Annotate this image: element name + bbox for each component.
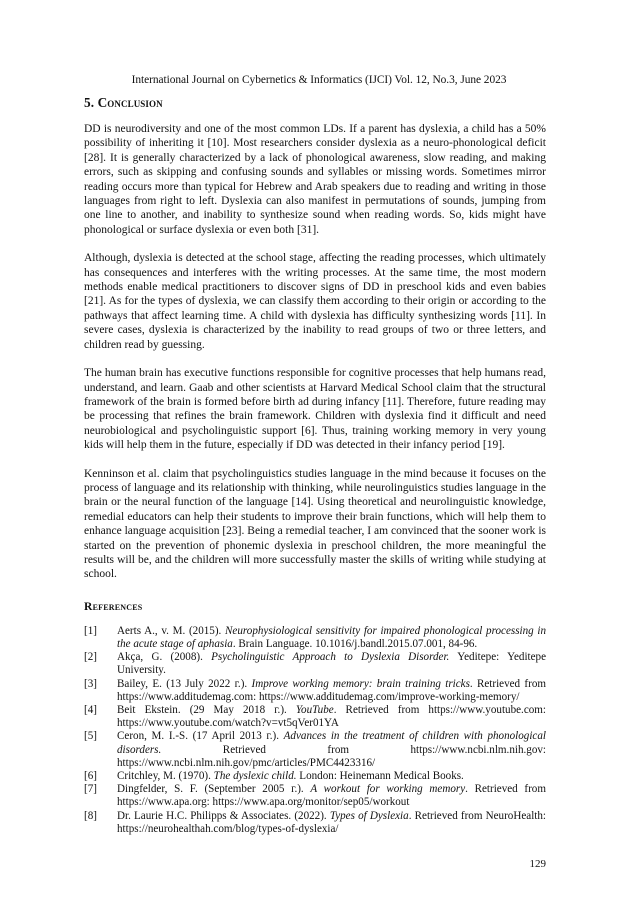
running-header: International Journal on Cybernetics & Informatics (IJCI) Vol. 12, No.3, June 2023 [131, 74, 507, 86]
reference-number: [2] [84, 651, 97, 664]
references-title: References [84, 599, 143, 613]
reference-text: Beit Ekstein. (29 May 2018 г.). YouTube. Retrieved from https://www.youtube.com: https://www.youtube.com/watch?v=vt5qVer01YA [117, 704, 547, 730]
reference-text: Aerts A., v. M. (2015). Neurophysiological sensitivity for impaired phonological processing in the acute stage of aphasia. Brain Language. 10.1016/j.bandl.2015.07.001, 84-96. [117, 624, 546, 650]
reference-item [84, 678, 546, 704]
reference-item [84, 704, 546, 730]
paragraph-4: Kenninson et al. claim that psycholinguistics studies language in the mind because it focuses on the process of language and its relationship with thinking, while neurolinguistics studies language in the brain or the neural function of the language [14]. Using theoretical and neurolinguistic knowledge, remedial educators can help their students to improve their brain functions, which will help them to enhance language acquisition [23]. Being a remedial teacher, I am convinced that the sooner work is started on the prevention of phonemic dyslexia in preschool children, the more meaningful the results will be, and the children will more successfully master the skills of writing while studying at school. [84, 467, 546, 581]
reference-text: Akça, G. (2008). Psycholinguistic Approach to Dyslexia Disorder. Yeditepe: Yeditepe University. [117, 651, 547, 677]
paragraph-1: DD is neurodiversity and one of the most common LDs. If a parent has dyslexia, a child has a 50% possibility of inheriting it [10]. Most researchers consider dyslexia as a neuro-phonological deficit [28]. It is generally characterized by a lack of phonological awareness, slow reading, and making errors, such as skipping and confusing sounds and syllables or missing words. Sometimes mirror reading occurs more than typical for Hebrew and Arab speakers due to reading and writing in those languages from right to left. Dyslexia can also manifest in permutations of sounds, jumping from one line to another, and inability to synthesize sound when reading words. So, kids might have phonological or surface dyslexia or even both [31]. [84, 123, 546, 236]
reference-item [84, 730, 546, 770]
reference-text: Dingfelder, S. F. (September 2005 г.). A workout for working memory. Retrieved from https://www.apa.org: https://www.apa.org/monitor/sep05/workout [117, 783, 546, 809]
reference-text: Critchley, M. (1970). The dyslexic child. London: Heinemann Medical Books. [117, 770, 464, 783]
reference-number: [1] [84, 624, 97, 637]
reference-item [84, 651, 546, 677]
page-number: 129 [529, 858, 546, 870]
reference-item [84, 625, 546, 651]
paragraph-2: Although, dyslexia is detected at the school stage, affecting the reading processes, which ultimately has consequences and interferes with the writing processes. At the same time, the most modern methods enable medical practitioners to discover signs of DD in preschool kids and even babies [21]. As for the types of dyslexia, we can classify them according to their origin or according to the pathways that affect learning time. A child with dyslexia has difficulty synthesizing words [11]. In severe cases, dyslexia is characterized by the inability to read groups of two or three letters, and children read by guessing. [84, 252, 546, 351]
reference-text: Dr. Laurie H.C. Philipps & Associates. (2022). Types of Dyslexia. Retrieved from NeuroHealth: https://neurohealthah.com/blog/types-of-dyslexia/ [117, 809, 547, 835]
paragraph-3: The human brain has executive functions responsible for cognitive processes that help humans read, understand, and learn. Gaab and other scientists at Harvard Medical School claim that the structural framework of the brain is formed before birth ad during infancy [11]. Therefore, future reading may be processing that refines the brain framework. Children with dyslexia find it difficult and need neurobiological and psycholinguistic support [6]. Thus, training working memory in very young kids will help them in the future, especially if DD was detected in their infancy period [19]. [84, 367, 546, 452]
reference-number: [8] [84, 809, 97, 822]
reference-list [84, 625, 546, 836]
reference-number: [4] [84, 704, 97, 716]
reference-text: Bailey, E. (13 July 2022 г.). Improve working memory: brain training tricks. Retrieved from https://www.additudemag.com: https://www.additudemag.com/improve-working-memory/ [117, 677, 546, 703]
reference-item [84, 783, 546, 809]
page-content [84, 94, 546, 836]
reference-item [84, 770, 546, 783]
reference-number: [5] [84, 730, 97, 743]
reference-item [84, 810, 546, 836]
reference-number: [7] [84, 783, 97, 796]
reference-number: [6] [84, 770, 97, 783]
section-title: 5. Conclusion [84, 95, 163, 110]
reference-number: [3] [84, 677, 97, 690]
reference-text: Ceron, M. I.-S. (17 April 2013 г.). Advances in the treatment of children with phonological disorders. Retrieved from https://www.ncbi.nlm.nih.gov: https://www.ncbi.nlm.nih.gov/pmc/articles/PMC4423316/ [117, 730, 546, 769]
